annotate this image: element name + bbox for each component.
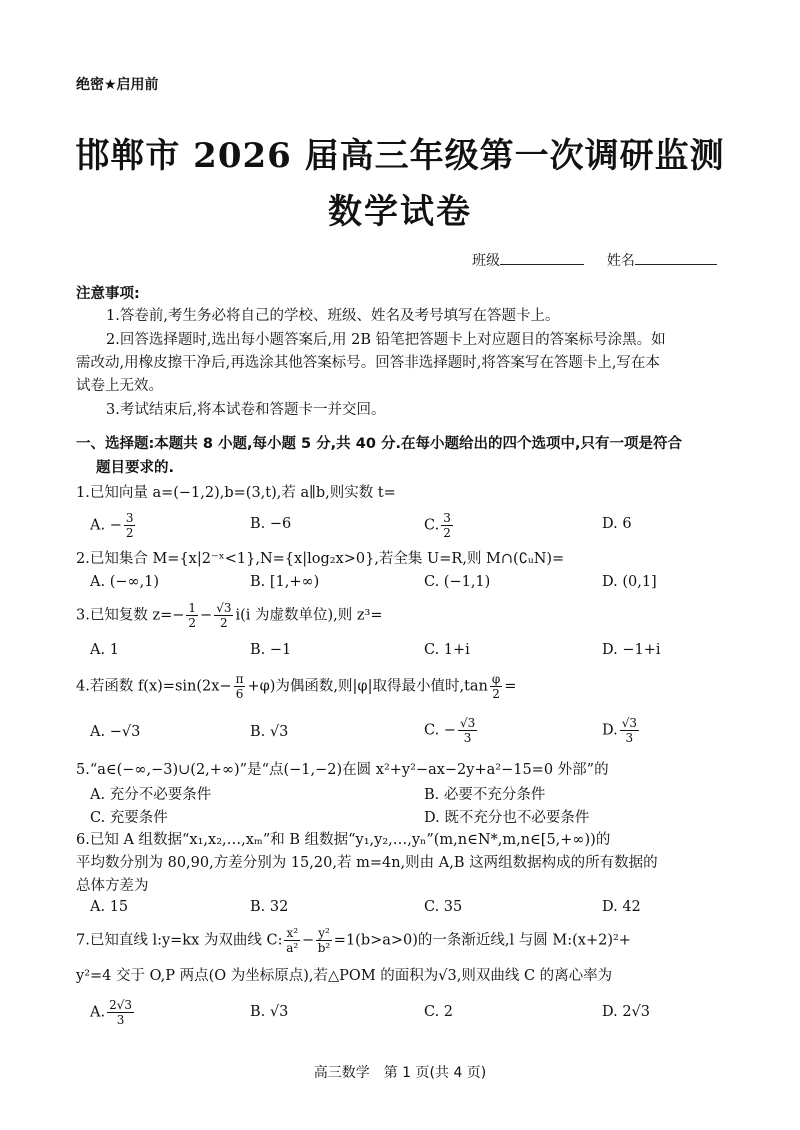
question-1-stem: 1.已知向量 a=(−1,2),b=(3,t),若 a∥b,则实数 t= — [76, 485, 396, 501]
q1-option-a: A. − $\frac{3}{2}$ — [90, 511, 134, 540]
q6-option-a: A. 15 — [90, 899, 129, 915]
name-label: 姓名 — [606, 253, 635, 269]
question-6-line-1: 6.已知 A 组数据“x₁,x₂,…,xₘ”和 B 组数据“y₁,y₂,…,yₙ”(m,n∈N*,m,n∈[5,+∞))的 — [76, 832, 611, 848]
q6-option-b: B. 32 — [250, 899, 289, 915]
q7-a-fraction: $\frac{2√3}{3}$ — [109, 998, 133, 1027]
question-6-line-2: 平均数分别为 80,90,方差分别为 15,20,若 m=4n,则由 A,B 这两组数据构成的所有数据的 — [76, 855, 658, 871]
question-7-line-2: y²=4 交于 O,P 两点(O 为坐标原点),若△POM 的面积为√3,则双曲线 C 的离心率为 — [76, 968, 613, 984]
question-3-stem: 3.已知复数 z=− $\frac{1}{2}$ − $\frac{√3}{2}$ i(i 为虚数单位),则 z³= — [76, 601, 383, 630]
q4-option-b: B. √3 — [250, 724, 289, 740]
q6-option-c: C. 35 — [424, 899, 463, 915]
q4-c-fraction: $\frac{√3}{3}$ — [459, 716, 476, 745]
q6-option-d: D. 42 — [602, 899, 641, 915]
q7-option-a: A. $\frac{2√3}{3}$ — [90, 998, 133, 1027]
notice-item-3: 3.考试结束后,将本试卷和答题卡一并交回。 — [106, 402, 386, 418]
section-1-heading: 一、选择题:本题共 8 小题,每小题 5 分,共 40 分.在每小题给出的四个选项中,只有一项是符合 — [76, 436, 682, 452]
q1-option-b: B. −6 — [250, 516, 292, 532]
q7-option-d: D. 2√3 — [602, 1004, 651, 1020]
q3-option-b: B. −1 — [250, 642, 292, 658]
confidential-mark: 绝密★启用前 — [76, 77, 159, 93]
student-info-line — [472, 250, 717, 270]
q1-option-c: C. $\frac{3}{2}$ — [424, 511, 451, 540]
q2-option-d: D. (0,1] — [602, 574, 657, 590]
exam-title: 邯郸市 2026 届高三年级第一次调研监测 — [75, 136, 725, 176]
question-5-stem: 5.“a∈(−∞,−3)∪(2,+∞)”是“点(−1,−2)在圆 x²+y²−ax−2y+a²−15=0 外部”的 — [76, 762, 609, 778]
name-field — [635, 252, 717, 265]
notice-item-2-line-1: 2.回答选择题时,选出每小题答案后,用 2B 铅笔把答题卡上对应题目的答案标号涂黑。如 — [106, 332, 666, 348]
notice-item-2-line-2: 需改动,用橡皮擦干净后,再选涂其他答案标号。回答非选择题时,将答案写在答题卡上,写在本 — [76, 355, 660, 371]
q2-option-b: B. [1,+∞) — [250, 574, 320, 590]
q4-option-a: A. −√3 — [90, 724, 141, 740]
q3-fraction-1: $\frac{1}{2}$ — [188, 601, 197, 630]
q1-c-fraction: $\frac{3}{2}$ — [443, 511, 451, 540]
q5-option-b: B. 必要不充分条件 — [424, 787, 546, 803]
q3-option-c: C. 1+i — [424, 642, 470, 658]
q5-option-c: C. 充要条件 — [90, 810, 168, 826]
notice-item-1: 1.答卷前,考生务必将自己的学校、班级、姓名及考号填写在答题卡上。 — [106, 308, 560, 324]
q4-fraction-1: $\frac{\pi}{6}$ — [235, 672, 244, 701]
q4-option-d: D. $\frac{√3}{3}$ — [602, 716, 637, 745]
q4-option-c: C. − $\frac{√3}{3}$ — [424, 716, 476, 745]
question-4-stem: 4.若函数 f(x)=sin(2x− $\frac{\pi}{6}$ +φ)为偶函数,则|φ|取得最小值时,tan $\frac{\varphi}{2}$ = — [76, 672, 517, 701]
q4-d-fraction: $\frac{√3}{3}$ — [621, 716, 637, 745]
q2-option-c: C. (−1,1) — [424, 574, 491, 590]
question-6-line-3: 总体方差为 — [76, 878, 149, 894]
q1-a-fraction: $\frac{3}{2}$ — [125, 511, 134, 540]
question-2-stem: 2.已知集合 M={x|2⁻ˣ<1},N={x|log₂x>0},若全集 U=R,则 M∩(∁ᵤN)= — [76, 551, 565, 567]
notice-heading: 注意事项: — [76, 286, 140, 302]
class-field — [500, 252, 584, 265]
page-footer: 高三数学 第 1 页(共 4 页) — [313, 1065, 487, 1081]
class-label: 班级 — [472, 253, 500, 269]
question-7-line-1: 7.已知直线 l:y=kx 为双曲线 C: $\frac{\text{x²}}{\text{a²}}$ − $\frac{\text{y²}}{\text{b²}}$ =1(b>a>0)的一条渐近线,l 与圆 M:(x+2)²+ — [76, 926, 631, 955]
q7-fraction-1: $\frac{\text{x²}}{\text{a²}}$ — [286, 926, 299, 955]
q5-option-d: D. 既不充分也不必要条件 — [424, 810, 590, 826]
q3-option-a: A. 1 — [90, 642, 119, 658]
exam-subtitle: 数学试卷 — [328, 192, 472, 232]
q3-option-d: D. −1+i — [602, 642, 661, 658]
q1-option-d: D. 6 — [602, 516, 632, 532]
q7-option-b: B. √3 — [250, 1004, 289, 1020]
q4-fraction-2: $\frac{\varphi}{2}$ — [491, 672, 501, 701]
notice-item-2-line-3: 试卷上无效。 — [76, 378, 163, 394]
q7-fraction-2: $\frac{\text{y²}}{\text{b²}}$ — [317, 926, 331, 955]
q5-option-a: A. 充分不必要条件 — [90, 787, 212, 803]
q2-option-a: A. (−∞,1) — [90, 574, 160, 590]
section-1-heading-cont: 题目要求的. — [96, 460, 175, 476]
q3-fraction-2: $\frac{√3}{2}$ — [216, 601, 232, 630]
q7-option-c: C. 2 — [424, 1004, 454, 1020]
